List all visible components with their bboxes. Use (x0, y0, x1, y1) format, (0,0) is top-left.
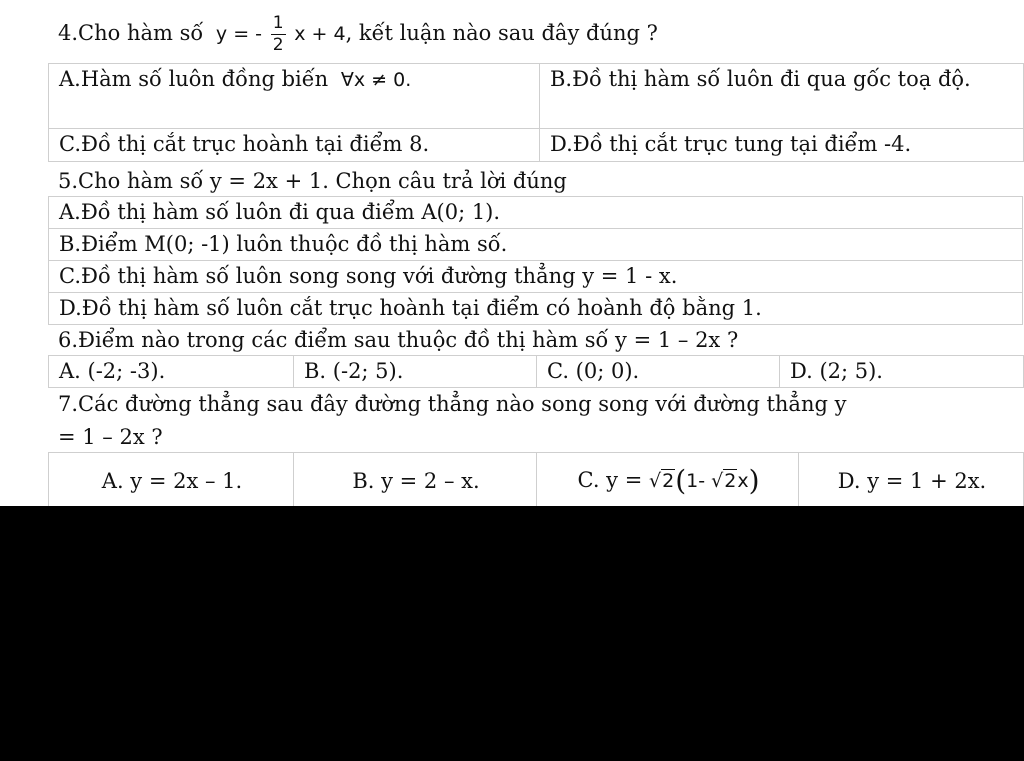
q7-option-a: A. y = 2x – 1. (49, 453, 294, 509)
q6-option-c: C. (0; 0). (537, 356, 780, 388)
black-bottom-area (0, 506, 1024, 761)
q4-fraction (271, 15, 286, 54)
q7-c-open-paren: ( (675, 464, 687, 497)
q5-option-b: B.Điểm M(0; -1) luôn thuộc đồ thị hàm số. (49, 229, 1023, 261)
q7-options-table (48, 452, 1024, 509)
q6-row (49, 356, 1024, 388)
q4-option-c: C.Đồ thị cắt trục hoành tại điểm 8. (49, 129, 540, 162)
q4-frac-num: 1 (272, 13, 284, 33)
q5-options-table (48, 196, 1023, 325)
sqrt-sign-icon: √ (648, 470, 662, 492)
q7-c-mid: 1- (686, 470, 712, 492)
q5-row (49, 293, 1023, 325)
q4-expr-tail: x + 4 (294, 23, 346, 45)
q7-row (49, 453, 1024, 509)
q6-option-a: A. (-2; -3). (49, 356, 294, 388)
q5-row (49, 261, 1023, 293)
q7-c-sqrt-1: 2 (662, 470, 675, 492)
q4-row-1 (49, 64, 1024, 129)
q7-c-sqrt-2: 2 (724, 470, 737, 492)
question-7-prompt-line-2: = 1 – 2x ? (58, 425, 163, 449)
q5-option-a: A.Đồ thị hàm số luôn đi qua điểm A(0; 1). (49, 197, 1023, 229)
q4-option-b: B.Đồ thị hàm số luôn đi qua gốc toạ độ. (540, 64, 1024, 129)
question-6-prompt: 6.Điểm nào trong các điểm sau thuộc đồ thị hàm số y = 1 – 2x ? (58, 328, 739, 352)
q7-c-close-paren: ) (748, 464, 760, 497)
q4-row-2 (49, 129, 1024, 162)
q4-options-table (48, 63, 1024, 162)
q4-option-a (49, 64, 540, 129)
q7-option-c (537, 453, 799, 509)
q5-row (49, 197, 1023, 229)
question-4-prompt (58, 6, 658, 60)
q6-option-d: D. (2; 5). (780, 356, 1024, 388)
q4-option-a-math: ∀x ≠ 0. (340, 69, 412, 91)
q6-options-table (48, 355, 1024, 388)
question-5-prompt: 5.Cho hàm số y = 2x + 1. Chọn câu trả lời đúng (58, 169, 567, 193)
q4-option-d: D.Đồ thị cắt trục tung tại điểm -4. (540, 129, 1024, 162)
q4-prefix: 4.Cho hàm số (58, 21, 204, 45)
q4-frac-den: 2 (272, 35, 284, 55)
q4-suffix: , kết luận nào sau đây đúng ? (345, 21, 658, 45)
question-7-prompt-line-1: 7.Các đường thẳng sau đây đường thẳng nào song song với đường thẳng y (58, 392, 847, 416)
sqrt-sign-icon: √ (711, 470, 724, 492)
q5-option-c: C.Đồ thị hàm số luôn song song với đường thẳng y = 1 - x. (49, 261, 1023, 293)
q5-option-d: D.Đồ thị hàm số luôn cắt trục hoành tại điểm có hoành độ bằng 1. (49, 293, 1023, 325)
q6-option-b: B. (-2; 5). (294, 356, 537, 388)
q7-option-b: B. y = 2 – x. (294, 453, 537, 509)
q4-option-a-text: A.Hàm số luôn đồng biến (59, 67, 329, 91)
q7-option-c-prefix: C. y = (577, 468, 649, 492)
q4-y-eq: y = - (215, 23, 263, 45)
q5-row (49, 229, 1023, 261)
q7-c-var: x (737, 470, 749, 492)
q7-option-d: D. y = 1 + 2x. (799, 453, 1024, 509)
